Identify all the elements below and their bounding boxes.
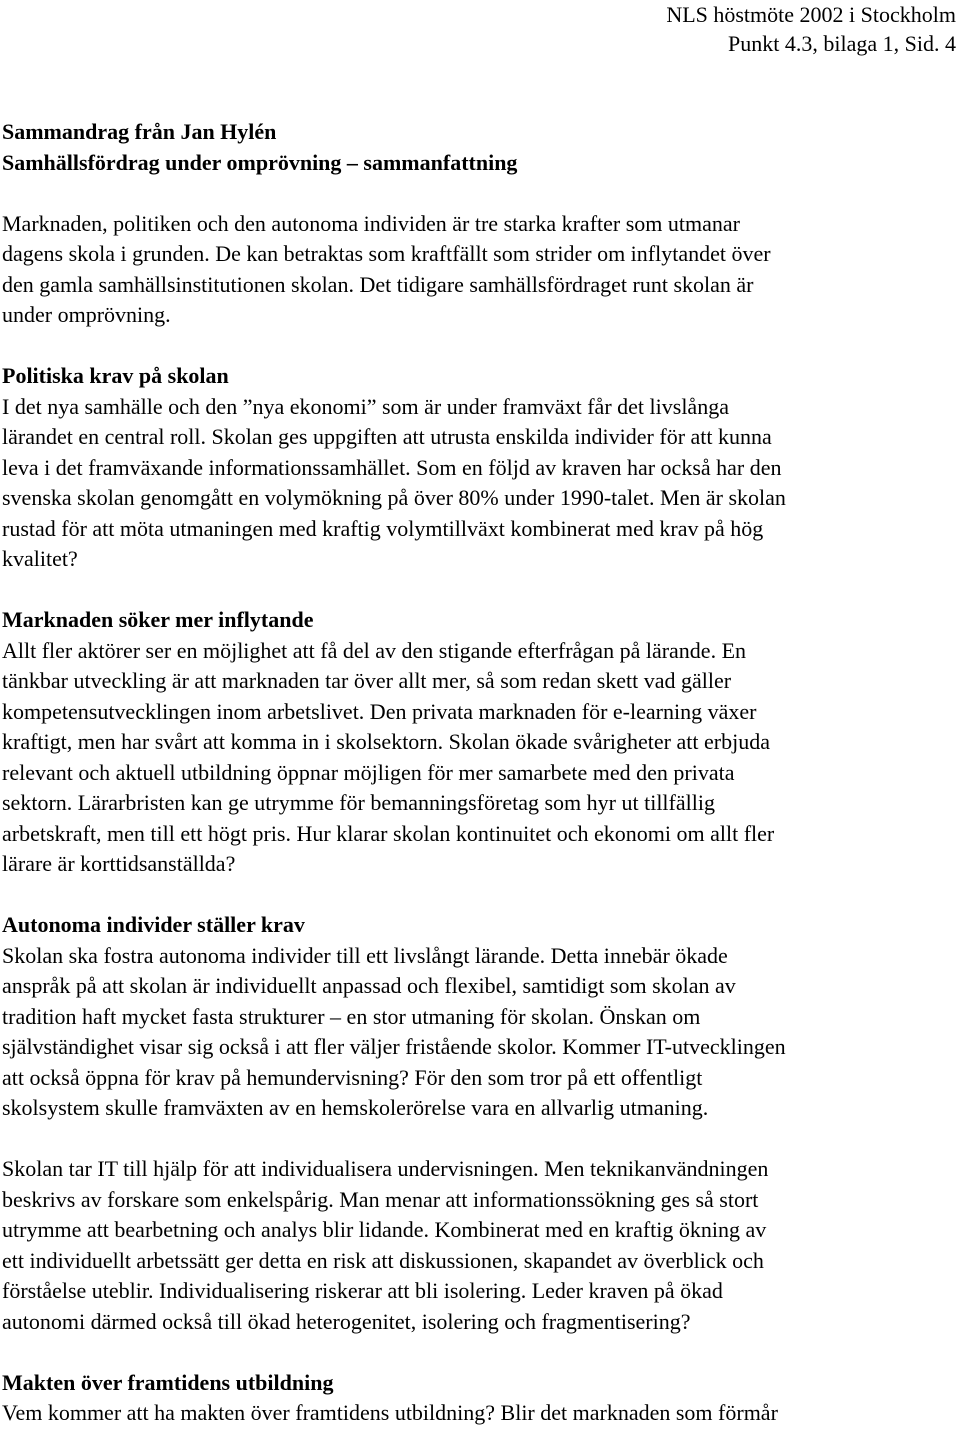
section-paragraph-it-individualisering (2, 1154, 956, 1337)
text-line: självständighet visar sig också i att fler väljer fristående skolor. Kommer IT-utvecklingen (2, 1034, 786, 1059)
text-line: rustad för att möta utmaningen med kraftig volymtillväxt kombinerat med krav på hög (2, 515, 764, 541)
section-paragraph-marknaden (2, 636, 956, 880)
section-paragraph-makten (2, 1398, 956, 1429)
text-line: kraftigt, men har svårt att komma in i skolsektorn. Skolan ökade svårigheter att erbjuda (2, 729, 770, 754)
text-line: Marknaden, politiken och den autonoma individen är tre starka krafter som utmanar (2, 210, 740, 236)
spacer (2, 331, 956, 362)
text-line: under omprövning. (2, 302, 171, 327)
text-line: kvalitet? (2, 546, 78, 571)
text-line: utrymme att bearbetning och analys blir lidande. Kombinerat med en kraftig ökning av (2, 1217, 767, 1242)
text-line: autonomi därmed också till ökad heterogenitet, isolering och fragmentisering? (2, 1308, 691, 1334)
text-line: förståelse uteblir. Individualisering riskerar att bli isolering. Leder kraven på ökad (2, 1278, 723, 1303)
document-body (2, 117, 956, 1429)
text-line: beskrivs av forskare som enkelspårig. Man menar att informationssökning ges så stort (2, 1186, 759, 1212)
text-line: anspråk på att skolan är individuellt anpassad och flexibel, samtidigt som skolan av (2, 973, 736, 998)
spacer (2, 1124, 956, 1155)
section-paragraph-politiska-krav (2, 392, 956, 575)
intro-paragraph (2, 209, 956, 331)
text-line: Skolan tar IT till hjälp för att individualisera undervisningen. Men teknikanvändningen (2, 1156, 769, 1181)
text-line: skolsystem skulle framväxten av en hemskolerörelse vara en allvarlig utmaning. (2, 1095, 709, 1120)
page-header (666, 0, 956, 58)
text-line: att också öppna för krav på hemundervisning? För den som tror på ett offentligt (2, 1064, 703, 1090)
text-line: Skolan ska fostra autonoma individer till ett livslångt lärande. Detta innebär ökade (2, 942, 728, 968)
text-line: svenska skolan genomgått en volymökning på över 80% under 1990-talet. Men är skolan (2, 485, 786, 510)
header-meeting-line: NLS höstmöte 2002 i Stockholm (666, 2, 956, 27)
document-title (2, 117, 956, 178)
text-line: dagens skola i grunden. De kan betraktas som kraftfällt som strider om inflytandet över (2, 241, 771, 266)
title-line-2: Samhällsfördrag under omprövning – sammanfattning (2, 149, 518, 175)
text-line: ett individuellt arbetssätt ger detta en risk att diskussionen, skapandet av överblick och (2, 1247, 764, 1273)
text-line: leva i det framväxande informationssamhället. Som en följd av kraven har också har den (2, 454, 782, 480)
text-line: Allt fler aktörer ser en möjlighet att få del av den stigande efterfrågan på lärande. En (2, 637, 747, 663)
section-heading-makten: Makten över framtidens utbildning (2, 1369, 334, 1395)
text-line: I det nya samhälle och den ”nya ekonomi” som är under framväxt får det livslånga (2, 393, 729, 419)
text-line: tänkbar utveckling är att marknaden tar över allt mer, så som redan skett vad gäller (2, 668, 732, 693)
spacer (2, 178, 956, 209)
spacer (2, 880, 956, 911)
text-line: tradition haft mycket fasta strukturer – en stor utmaning för skolan. Önskan om (2, 1003, 701, 1029)
text-line: sektorn. Lärarbristen kan ge utrymme för bemanningsföretag som hyr ut tillfällig (2, 790, 715, 815)
text-line: den gamla samhällsinstitutionen skolan. Det tidigare samhällsfördraget runt skolan är (2, 271, 754, 297)
text-line: relevant och aktuell utbildning öppnar möjligen för mer samarbete med den privata (2, 759, 735, 785)
text-line: lärare är korttidsanställda? (2, 851, 236, 876)
section-heading-politiska-krav: Politiska krav på skolan (2, 363, 229, 388)
spacer (2, 575, 956, 606)
text-line: arbetskraft, men till ett högt pris. Hur klarar skolan kontinuitet och ekonomi om allt fler (2, 820, 775, 846)
text-line: Vem kommer att ha makten över framtidens utbildning? Blir det marknaden som förmår (2, 1400, 778, 1425)
section-heading-marknaden: Marknaden söker mer inflytande (2, 607, 314, 632)
section-paragraph-autonoma-individer (2, 941, 956, 1124)
header-page-reference: Punkt 4.3, bilaga 1, Sid. 4 (728, 31, 956, 56)
spacer (2, 1337, 956, 1368)
section-heading-autonoma-individer: Autonoma individer ställer krav (2, 912, 305, 937)
title-line-1: Sammandrag från Jan Hylén (2, 119, 277, 144)
text-line: kompetensutvecklingen inom arbetslivet. Den privata marknaden för e-learning växer (2, 698, 757, 724)
text-line: lärandet en central roll. Skolan ges uppgiften att utrusta enskilda individer för att kunna (2, 424, 772, 449)
